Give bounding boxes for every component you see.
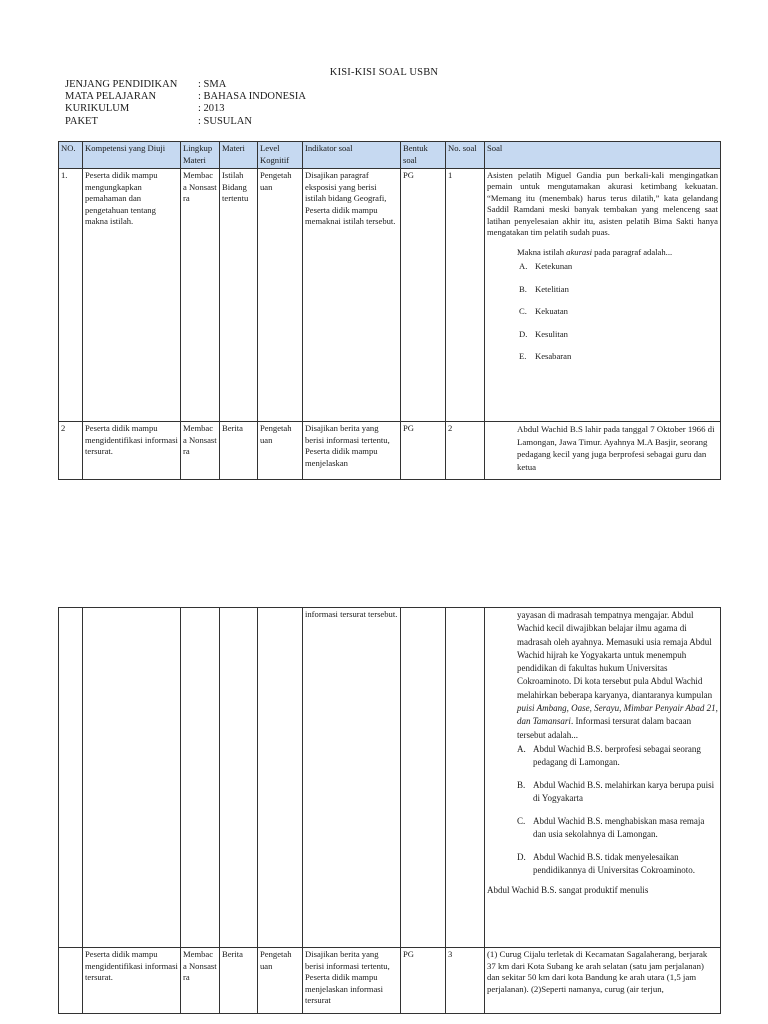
cell-nosoal: 3: [446, 948, 485, 1014]
soal-question: [487, 247, 718, 259]
header-no: NO.: [59, 142, 83, 169]
document-meta: [65, 79, 306, 128]
cell-kompetensi: [83, 608, 181, 948]
answer-option: [487, 261, 718, 273]
cell-bentuk: PG: [401, 422, 446, 480]
option-letter: A.: [517, 743, 526, 754]
meta-value: : SUSULAN: [198, 115, 252, 127]
meta-key: MATA PELAJARAN: [65, 91, 157, 103]
option-letter: D.: [519, 328, 528, 339]
header-soal: Soal: [485, 142, 721, 169]
soal-text-b: . Informasi tersurat dalam bacaan tersebut adalah...: [517, 716, 692, 740]
cell-nosoal: 2: [446, 422, 485, 480]
answer-option: [487, 815, 718, 841]
question-pre: Makna istilah: [517, 247, 567, 258]
cell-materi: [220, 608, 258, 948]
cell-kompetensi: Peserta didik mampu mengidentifikasi informasi tersurat.: [83, 422, 181, 480]
option-letter: D.: [517, 851, 526, 862]
header-nosoal: No. soal: [446, 142, 485, 169]
header-kompetensi: Kompetensi yang Diuji: [83, 142, 181, 169]
cell-kompetensi: Peserta didik mampu mengungkapkan pemahaman dan pengetahuan tentang makna istilah.: [83, 169, 181, 422]
meta-key: KURIKULUM: [65, 103, 130, 115]
document-title: KISI-KISI SOAL USBN: [329, 67, 439, 78]
cell-soal: [485, 608, 721, 948]
soal-paragraph: [487, 609, 718, 742]
option-text: Ketelitian: [535, 283, 569, 294]
cell-no: [59, 608, 83, 948]
soal-paragraph: (1) Curug Cijalu terletak di Kecamatan Sagalaherang, berjarak 37 km dari Kota Subang ke arah selatan (satu jam perjalanan) dan sekitar 50 km dari kota Bandung ke arah utara (1,5 jam perjalanan). (2)Seperti namanya, curug (air terjun,: [487, 949, 708, 994]
header-bentuk: Bentuk soal: [401, 142, 446, 169]
option-text: Abdul Wachid B.S. berprofesi sebagai seorang pedagang di Lamongan.: [533, 743, 701, 767]
cell-bentuk: PG: [401, 948, 446, 1014]
cell-lingkup: Membac a Nonsast ra: [181, 169, 220, 422]
cell-lingkup: [181, 608, 220, 948]
cell-indikator: Disajikan berita yang berisi informasi tertentu, Peserta didik mampu menjelaskan: [303, 422, 401, 480]
soal-paragraph: Asisten pelatih Miguel Gandia pun berkali-kali mengingatkan pemain untuk mengutamakan akurasi ketimbang kekuatan. “Memang itu (menembak) harus terus dilatih,” kata gelandang Saddil Ramdani meski banyak tembakan yang melenceng saat latihan penyelesaian akhir itu, asisten pelatih Bima Sakti hanya mengatakan tim pelatih sudah puas.: [487, 170, 718, 238]
answer-option: [487, 779, 718, 805]
cell-kompetensi: Peserta didik mampu mengidentifikasi informasi tersurat.: [83, 948, 181, 1014]
table-row: [59, 169, 721, 422]
cell-level: [258, 608, 303, 948]
cell-indikator: Disajikan paragraf eksposisi yang berisi istilah bidang Geografi, Peserta didik mampu memaknai istilah tersebut.: [303, 169, 401, 422]
meta-key: PAKET: [65, 115, 98, 127]
soal-works: puisi Ambang, Oase, Serayu, Mimbar Penyair Abad 21, dan Tamansari: [517, 703, 718, 727]
cell-bentuk: [401, 608, 446, 948]
answer-option: [487, 284, 718, 296]
answer-option: [487, 306, 718, 318]
answer-option: [487, 329, 718, 341]
option-letter: B.: [519, 283, 527, 294]
cell-level: Pengetah uan: [258, 948, 303, 1014]
cell-nosoal: [446, 608, 485, 948]
cell-materi: Istilah Bidang tertentu: [220, 169, 258, 422]
table-header-row: [59, 142, 721, 169]
option-letter: B.: [517, 779, 526, 790]
option-text: Abdul Wachid B.S. tidak menyelesaikan pendidikannya di Universitas Cokroaminoto.: [533, 851, 695, 875]
option-letter: E.: [519, 351, 527, 362]
kisi-kisi-table: [58, 141, 721, 480]
question-post: pada paragraf adalah...: [591, 247, 673, 258]
meta-value: : 2013: [198, 103, 225, 115]
option-text: Kesabaran: [535, 351, 572, 362]
cell-indikator: informasi tersurat tersebut.: [303, 608, 401, 948]
cell-indikator: Disajikan berita yang berisi informasi tertentu, Peserta didik mampu menjelaskan informasi tersurat: [303, 948, 401, 1014]
option-letter: C.: [517, 815, 526, 826]
header-level: Level Kognitif: [258, 142, 303, 169]
kisi-kisi-table-continued: [58, 607, 721, 1014]
option-letter: C.: [519, 306, 527, 317]
meta-value: : SMA: [198, 79, 227, 90]
answer-option: [487, 851, 718, 877]
meta-value: : BAHASA INDONESIA: [198, 91, 306, 103]
option-text: Kesulitan: [535, 328, 568, 339]
header-materi: Materi: [220, 142, 258, 169]
answer-option: [487, 743, 718, 769]
option-text: Kekuatan: [535, 306, 568, 317]
answer-option: [487, 351, 718, 363]
option-text: Abdul Wachid B.S. menghabiskan masa remaja dan usia sekolahnya di Lamongan.: [533, 815, 705, 839]
meta-row: [65, 116, 306, 128]
option-text: Abdul Wachid B.S. melahirkan karya berupa puisi di Yogyakarta: [533, 779, 715, 803]
meta-row: [65, 79, 306, 91]
cell-soal: [485, 422, 721, 480]
soal-tail: Abdul Wachid B.S. sangat produktif menulis: [487, 884, 649, 895]
meta-row: [65, 103, 306, 115]
cell-level: Pengetah uan: [258, 169, 303, 422]
table-row: [59, 608, 721, 948]
soal-paragraph: Abdul Wachid B.S lahir pada tanggal 7 Oktober 1966 di Lamongan, Jawa Timur. Ayahnya M.A Basjir, seorang pedagang kecil yang juga berprofesi sebagai guru dan ketua: [517, 424, 715, 472]
question-term: akurasi: [566, 247, 592, 258]
cell-nosoal: 1: [446, 169, 485, 422]
cell-lingkup: Membac a Nonsast ra: [181, 948, 220, 1014]
soal-text-a: yayasan di madrasah tempatnya mengajar. Abdul Wachid kecil diwajibkan belajar ilmu agama di madrasah oleh ayahnya. Memasuki usia remaja Abdul Wachid hijrah ke Yogyakarta untuk menempuh pendidikan di fakultas hukum Universitas Cokroaminoto. Di kota tersebut pula Abdul Wachid melahirkan beberapa karyanya, diantaranya kumpulan: [517, 610, 713, 700]
table-row: [59, 948, 721, 1014]
cell-materi: Berita: [220, 422, 258, 480]
cell-soal: [485, 169, 721, 422]
cell-soal: [485, 948, 721, 1014]
cell-lingkup: Membac a Nonsast ra: [181, 422, 220, 480]
cell-no: 1.: [59, 169, 83, 422]
cell-level: Pengetah uan: [258, 422, 303, 480]
option-letter: A.: [519, 261, 528, 272]
cell-materi: Berita: [220, 948, 258, 1014]
option-text: Ketekunan: [535, 261, 573, 272]
header-indikator: Indikator soal: [303, 142, 401, 169]
meta-row: [65, 91, 306, 103]
cell-no: [59, 948, 83, 1014]
header-lingkup: Lingkup Materi: [181, 142, 220, 169]
meta-key: JENJANG PENDIDIKAN: [65, 79, 178, 90]
cell-bentuk: PG: [401, 169, 446, 422]
cell-no: 2: [59, 422, 83, 480]
table-row: [59, 422, 721, 480]
